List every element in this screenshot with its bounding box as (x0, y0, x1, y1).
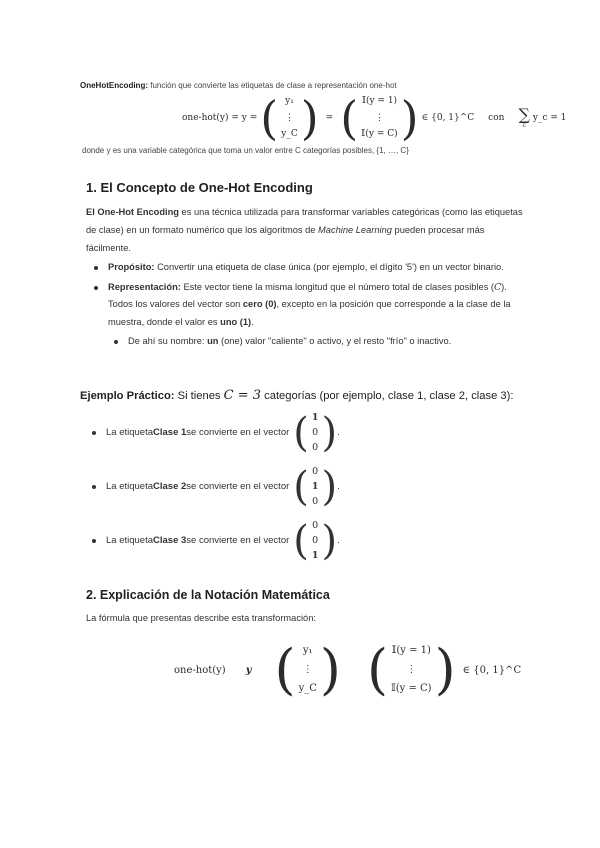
bullet-text: Este vector tiene la misma longitud que el número total de clases posibles ( (180, 281, 495, 292)
vector-class-2 (293, 464, 337, 509)
bullet-text: , excepto en la posición que corresponde a la clase de la muestra, donde el valor es (108, 299, 511, 327)
bullet-label: Representación: (108, 281, 181, 292)
vector-entries (309, 410, 322, 455)
vector-entry: 0 (312, 535, 319, 546)
y-vector (274, 638, 341, 701)
formula-lhs: one-hot(y) (174, 664, 226, 676)
period: . (337, 427, 340, 438)
example-text: Si tienes (174, 390, 224, 402)
vector-entry: y_C (281, 129, 298, 139)
example-heading (80, 388, 513, 403)
formula-lhs: one-hot(y) = y = (182, 113, 258, 123)
left-paren: ( (366, 638, 389, 701)
section-1-title: 1. El Concepto de One-Hot Encoding (86, 180, 313, 195)
definition-term: OneHotEncoding: (80, 81, 148, 90)
vector-entry: 0 (312, 520, 319, 531)
vector-entries (309, 464, 322, 509)
section-1-intro (86, 203, 526, 257)
vector-entry: 1 (311, 481, 319, 492)
vector-entry: y₁ (302, 645, 313, 656)
vector-entry: 1 (311, 550, 319, 561)
vector-entry: 1 (311, 412, 319, 423)
example-row-2 (92, 464, 340, 509)
left-paren: ( (260, 91, 279, 145)
sum-subscript: c (522, 122, 526, 129)
bullet-text: ). Todos los valores del vector son (108, 281, 507, 309)
vector-entry: ⋮ (284, 112, 294, 123)
row-bold: Clase 3 (153, 535, 187, 546)
vector-entry: 𝕀(y = 1) (361, 96, 398, 106)
example-row-3 (92, 518, 340, 563)
vector-entry: 𝕀(y = 1) (391, 645, 431, 656)
intro-text: es una técnica utilizada para transformar variables categóricas (como las etiquetas de clase) en un formato numérico que los algoritmos de (86, 207, 523, 235)
cero-label: cero (0) (242, 299, 277, 309)
vector-entry: 𝕀(y = C) (361, 129, 398, 139)
row-bold: Clase 2 (153, 481, 187, 492)
left-paren: ( (274, 638, 296, 701)
sub-bullet-text: (one) valor "caliente" o activo, y el resto "frío" o inactivo. (218, 336, 452, 346)
row-text: La etiqueta (106, 535, 154, 546)
vector-entries (309, 518, 322, 563)
example-text: categorías (por ejemplo, clase 1, clase 2, clase 3): (261, 390, 514, 402)
membership: ∈ {0, 1}^C (421, 113, 475, 123)
right-paren: ) (400, 91, 419, 145)
right-paren: ) (321, 517, 338, 564)
vector-entry: 0 (312, 427, 319, 438)
one-hot-definition-formula (182, 92, 566, 144)
membership: ∈ {0, 1}^C (462, 664, 522, 676)
bullet-dot (92, 485, 96, 489)
period: . (337, 535, 340, 546)
row-text: se convierte en el vector (186, 481, 290, 492)
bullet-text: Convertir una etiqueta de clase única (por ejemplo, el dígito '5') en un vector binario. (154, 262, 504, 272)
indicator-vector (366, 638, 456, 701)
example-math: C = 3 (223, 388, 262, 403)
right-paren: ) (321, 463, 338, 510)
vector-entry: ⋮ (406, 664, 417, 675)
con-word: con (488, 113, 505, 123)
indicator-entries (388, 643, 435, 697)
left-paren: ( (293, 517, 309, 564)
right-paren: ) (319, 638, 341, 701)
period: . (337, 481, 340, 492)
example-label: Ejemplo Práctico: (80, 390, 175, 402)
row-bold: Clase 1 (153, 427, 187, 438)
indicator-entries (358, 95, 400, 141)
row-text: La etiqueta (106, 481, 154, 492)
sub-bullet-text: De ahí su nombre: (128, 336, 208, 346)
vector-entry: 0 (312, 496, 319, 507)
sub-bullet-bold: un (207, 336, 219, 346)
right-paren: ) (321, 409, 338, 456)
section-1-bullets (90, 259, 526, 353)
left-paren: ( (293, 409, 309, 456)
definition-line (80, 81, 397, 90)
vector-entry: 0 (312, 466, 319, 477)
sigma-icon: ∑ (518, 105, 530, 124)
vector-entry: 𝕀(y = C) (391, 683, 432, 694)
left-paren: ( (293, 463, 309, 510)
vector-entry: ⋮ (374, 112, 384, 123)
row-text: se convierte en el vector (186, 535, 290, 546)
where-line: donde y es una variable categórica que toma un valor entre C categorías posibles, {1, …, C} (82, 146, 409, 155)
bullet-label: Propósito: (108, 262, 155, 272)
vector-class-3 (293, 518, 337, 563)
vector-entry: ⋮ (302, 664, 313, 675)
intro-bold: El One-Hot Encoding (86, 207, 179, 217)
bullet-text: . (251, 316, 254, 327)
list-item (90, 279, 526, 332)
section-2-lead: La fórmula que presentas describe esta transformación: (86, 613, 316, 623)
y-vector-entries (296, 643, 320, 697)
right-paren: ) (434, 638, 456, 701)
section-2-title: 2. Explicación de la Notación Matemática (86, 588, 330, 602)
list-item (110, 333, 526, 351)
indicator-vector (340, 91, 419, 145)
summation (518, 107, 529, 129)
row-text: La etiqueta (106, 427, 154, 438)
vector-class-1 (293, 410, 337, 455)
bullet-dot (92, 431, 96, 435)
right-paren: ) (300, 91, 319, 145)
bullet-dot (92, 539, 96, 543)
formula-y: y (245, 664, 252, 676)
y-vector-entries (278, 95, 300, 141)
vector-entry: 0 (312, 442, 319, 453)
vector-entry: y_C (298, 683, 317, 694)
intro-italic: Machine Learning (318, 225, 392, 235)
y-vector (260, 91, 319, 145)
uno-label: uno (1) (220, 316, 252, 327)
list-item (90, 259, 526, 277)
intro-end: pueden procesar más fácilmente. (86, 225, 485, 253)
vector-entry: y₁ (285, 96, 294, 106)
definition-text: función que convierte las etiquetas de clase a representación one-hot (150, 81, 397, 90)
left-paren: ( (340, 91, 359, 145)
equals-sign: = (325, 113, 334, 123)
example-row-1 (92, 410, 340, 455)
notation-formula (174, 640, 521, 700)
sum-term: y_c = 1 (532, 113, 567, 123)
var-c: C (494, 281, 502, 293)
row-text: se convierte en el vector (186, 427, 290, 438)
